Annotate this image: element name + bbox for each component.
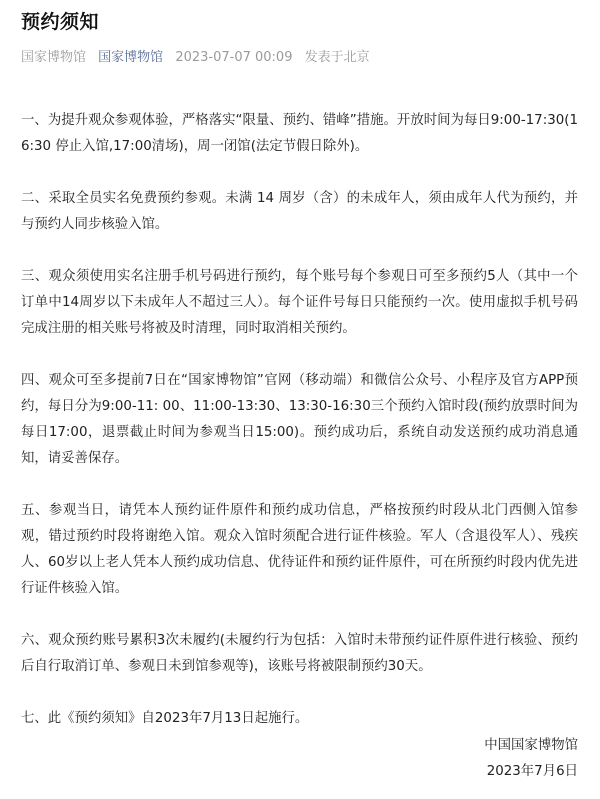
publish-location: 发表于北京 [304, 50, 370, 65]
paragraph-4: 四、观众可至多提前7日在“国家博物馆”官网（移动端）和微信公众号、小程序及官方APP预约，每日分为9:00-11: 00、11:00-13:30、13:30-16:30三个预约入馆时段(预约放票时间为每日17:00，退票截止时间为参观当日15:00)。预约成功后，系统自动发送预约成功消息通知，请妥善保存。 [21, 373, 578, 466]
paragraph-7: 七、此《预约须知》自2023年7月13日起施行。 [21, 711, 309, 726]
signature-org: 中国国家博物馆 [484, 738, 578, 753]
account-name: 国家博物馆 [21, 50, 87, 65]
paragraph-3: 三、观众须使用实名注册手机号码进行预约，每个账号每个参观日可至多预约5人（其中一个订单中14周岁以下未成年人不超过三人）。每个证件号每日只能预约一次。使用虚拟手机号码完成注册的相关账号将被及时清理，同时取消相关预约。 [21, 269, 578, 336]
publish-time: 2023-07-07 00:09 [175, 50, 293, 65]
author-link[interactable]: 国家博物馆 [98, 50, 164, 65]
paragraph-6: 六、观众预约账号累积3次未履约(未履约行为包括：入馆时未带预约证件原件进行核验、预约后自行取消订单、参观日未到馆参观等)，该账号将被限制预约30天。 [21, 633, 578, 674]
paragraph-1: 一、为提升观众参观体验，严格落实“限量、预约、错峰”措施。开放时间为每日9:00-17:30(16:30 停止入馆,17:00清场)，周一闭馆(法定节假日除外)。 [21, 113, 578, 154]
signature-date: 2023年7月6日 [486, 764, 578, 779]
page-title: 预约须知 [21, 11, 100, 33]
paragraph-2: 二、采取全员实名免费预约参观。未满 14 周岁（含）的未成年人，须由成年人代为预约，并与预约人同步核验入馆。 [21, 191, 578, 232]
article-body [21, 108, 578, 732]
article-meta [21, 49, 578, 67]
paragraph-5: 五、参观当日，请凭本人预约证件原件和预约成功信息，严格按预约时段从北门西侧入馆参观，错过预约时段将谢绝入馆。观众入馆时须配合进行证件核验。军人（含退役军人）、残疾人、60岁以上老人凭本人预约成功信息、优待证件和预约证件原件，可在所预约时段内优先进行证件核验入馆。 [21, 503, 578, 596]
signature-block [484, 733, 578, 785]
